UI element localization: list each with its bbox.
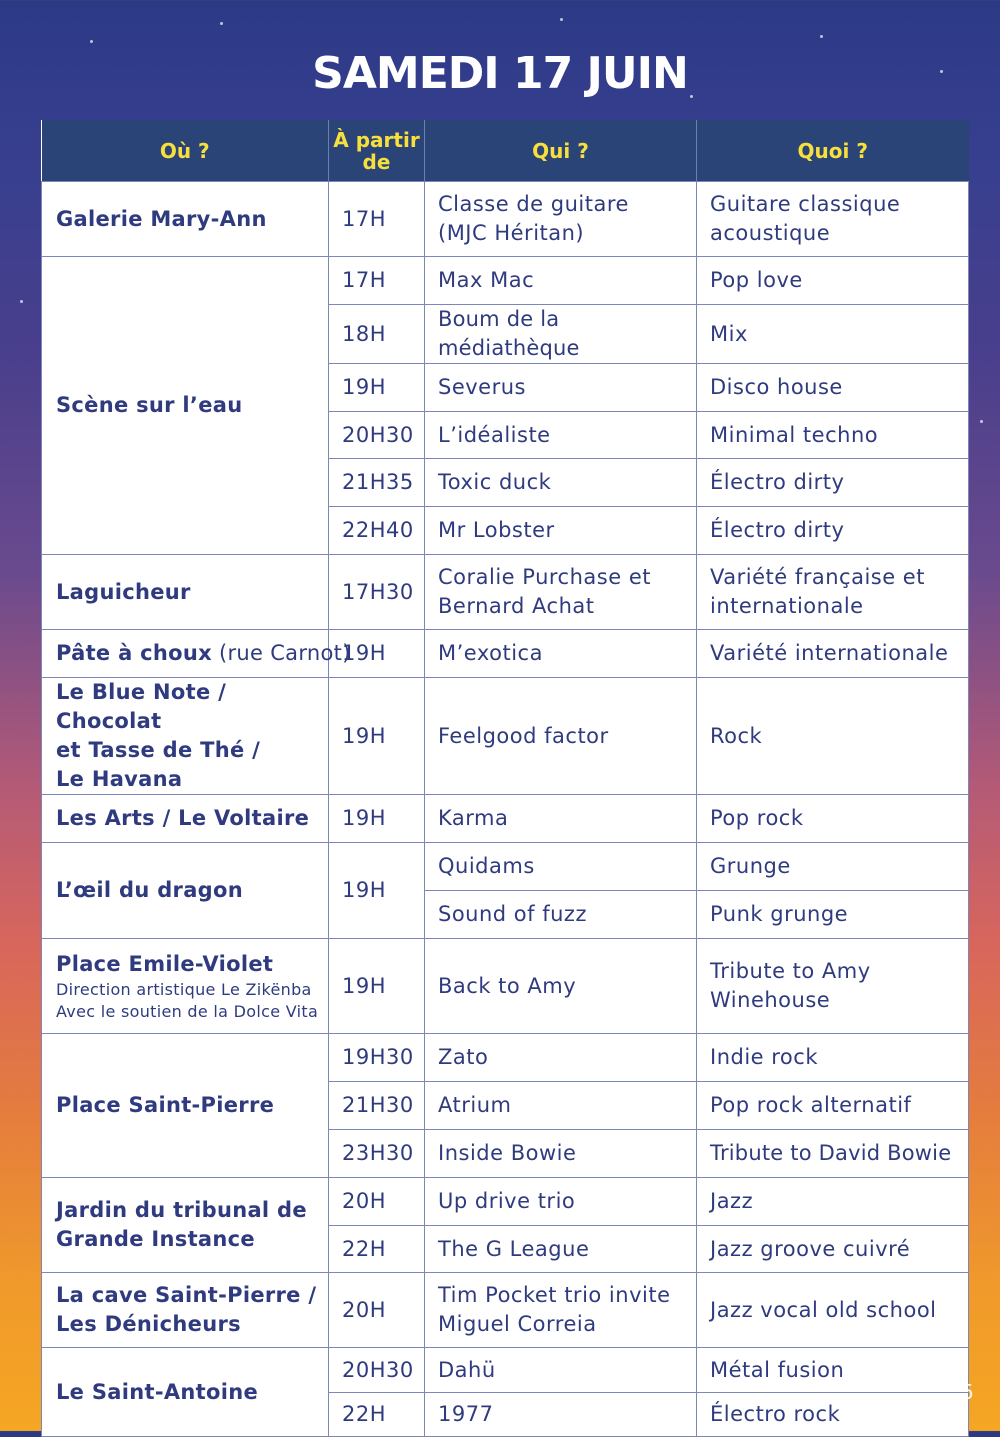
header-what: Quoi ? (697, 120, 969, 182)
genre-cell: Mix (697, 305, 969, 364)
schedule-body (42, 182, 969, 1437)
genre-cell: Guitare classique acoustique (697, 182, 969, 257)
time-cell: 22H (329, 1393, 425, 1437)
artist-cell: Mr Lobster (425, 507, 697, 555)
time-cell: 19H (329, 678, 425, 795)
table-row (42, 795, 969, 843)
genre-cell: Jazz groove cuivré (697, 1226, 969, 1273)
artist-cell: L’idéaliste (425, 412, 697, 459)
table-row (42, 1178, 969, 1226)
genre-cell: Jazz vocal old school (697, 1273, 969, 1348)
venue-credit-line: Direction artistique Le Zikënba (56, 979, 312, 999)
venue-cell (42, 257, 329, 555)
artist-cell: Quidams (425, 843, 697, 891)
table-row (42, 1348, 969, 1393)
genre-cell: Indie rock (697, 1034, 969, 1082)
time-cell: 17H (329, 182, 425, 257)
genre-cell: Électro dirty (697, 459, 969, 507)
table-row (42, 843, 969, 891)
artist-cell: Karma (425, 795, 697, 843)
genre-cell: Électro rock (697, 1393, 969, 1437)
artist-cell: Severus (425, 364, 697, 412)
genre-cell: Tribute to David Bowie (697, 1130, 969, 1178)
time-cell: 21H30 (329, 1082, 425, 1130)
artist-cell: Up drive trio (425, 1178, 697, 1226)
venue-cell (42, 555, 329, 630)
time-cell: 19H (329, 939, 425, 1034)
time-cell: 22H40 (329, 507, 425, 555)
genre-cell: Variété internationale (697, 630, 969, 678)
venue-name: Pâte à choux (56, 641, 212, 665)
genre-cell: Grunge (697, 843, 969, 891)
venue-cell (42, 1034, 329, 1178)
time-cell: 19H (329, 843, 425, 939)
table-row (42, 182, 969, 257)
artist-cell: Classe de guitare (MJC Héritan) (425, 182, 697, 257)
artist-cell: Feelgood factor (425, 678, 697, 795)
time-cell: 19H (329, 795, 425, 843)
table-header-row (42, 120, 969, 182)
artist-cell: Sound of fuzz (425, 891, 697, 939)
time-cell: 20H30 (329, 1348, 425, 1393)
genre-cell: Variété française et internationale (697, 555, 969, 630)
venue-cell (42, 843, 329, 939)
venue-cell (42, 795, 329, 843)
page-number: 5 (961, 1380, 974, 1404)
time-cell: 21H35 (329, 459, 425, 507)
venue-name: Le Saint-Antoine (56, 1379, 258, 1404)
venue-name-line: Jardin du tribunal de (56, 1198, 307, 1222)
venue-cell (42, 630, 351, 678)
venue-name-line: Le Havana (56, 767, 183, 791)
venue-cell (42, 1273, 329, 1348)
artist-cell: Atrium (425, 1082, 697, 1130)
venue-cell (42, 1348, 329, 1437)
genre-cell: Rock (697, 678, 969, 795)
venue-name-line: Les Dénicheurs (56, 1312, 241, 1336)
table-row (42, 555, 969, 630)
artist-cell: Tim Pocket trio invite Miguel Correia (425, 1273, 697, 1348)
venue-cell (42, 1178, 329, 1273)
artist-cell: M’exotica (425, 630, 697, 678)
page-title: SAMEDI 17 JUIN (312, 48, 688, 99)
table-row (42, 1273, 969, 1348)
venue-name: Les Arts / Le Voltaire (56, 806, 310, 830)
table-row (42, 630, 969, 678)
artist-cell: Max Mac (425, 257, 697, 305)
genre-cell: Punk grunge (697, 891, 969, 939)
schedule-table (41, 120, 969, 1437)
genre-cell: Électro dirty (697, 507, 969, 555)
artist-cell: Toxic duck (425, 459, 697, 507)
genre-cell: Minimal techno (697, 412, 969, 459)
venue-cell (42, 678, 329, 795)
time-cell: 20H30 (329, 412, 425, 459)
artist-cell: Dahü (425, 1348, 697, 1393)
venue-name-line: La cave Saint-Pierre / (56, 1283, 317, 1307)
venue-name-line: Le Blue Note / Chocolat (56, 680, 227, 733)
time-cell: 19H30 (329, 1034, 425, 1082)
table-row (42, 939, 969, 1034)
genre-cell: Métal fusion (697, 1348, 969, 1393)
artist-cell: Inside Bowie (425, 1130, 697, 1178)
venue-name: L’œil du dragon (56, 878, 243, 902)
artist-cell: The G League (425, 1226, 697, 1273)
table-row (42, 678, 969, 795)
venue-name: Scène sur l’eau (56, 393, 243, 417)
genre-cell: Disco house (697, 364, 969, 412)
artist-cell: Boum de la médiathèque (425, 305, 697, 364)
time-cell: 20H (329, 1273, 425, 1348)
venue-name-line: Grande Instance (56, 1227, 255, 1251)
header-when-line2: de (362, 149, 391, 174)
table-row (42, 257, 969, 305)
artist-cell: 1977 (425, 1393, 697, 1437)
time-cell: 18H (329, 305, 425, 364)
header-when-line1: À partir (333, 127, 420, 152)
venue-credit-line: Avec le soutien de la Dolce Vita (56, 1001, 319, 1021)
artist-cell: Coralie Purchase et Bernard Achat (425, 555, 697, 630)
venue-name: Galerie Mary-Ann (56, 206, 267, 231)
time-cell: 22H (329, 1226, 425, 1273)
venue-cell (42, 939, 329, 1034)
genre-cell: Pop rock (697, 795, 969, 843)
time-cell: 20H (329, 1178, 425, 1226)
header-where: Où ? (42, 120, 329, 182)
venue-name: Place Saint-Pierre (56, 1093, 275, 1117)
table-row (42, 1034, 969, 1082)
venue-name: Laguicheur (56, 579, 191, 604)
genre-cell: Jazz (697, 1178, 969, 1226)
artist-cell: Zato (425, 1034, 697, 1082)
genre-cell: Pop love (697, 257, 969, 305)
time-cell: 19H (329, 630, 425, 678)
venue-name: Place Emile-Violet (56, 951, 274, 976)
venue-cell (42, 182, 329, 257)
venue-name-line: et Tasse de Thé / (56, 738, 261, 762)
venue-note: (rue Carnot) (212, 641, 351, 665)
genre-cell: Pop rock alternatif (697, 1082, 969, 1130)
header-who: Qui ? (425, 120, 697, 182)
time-cell: 17H30 (329, 555, 425, 630)
artist-cell: Back to Amy (425, 939, 697, 1034)
genre-cell: Tribute to Amy Winehouse (697, 939, 969, 1034)
time-cell: 17H (329, 257, 425, 305)
time-cell: 23H30 (329, 1130, 425, 1178)
header-when (329, 120, 425, 182)
time-cell: 19H (329, 364, 425, 412)
